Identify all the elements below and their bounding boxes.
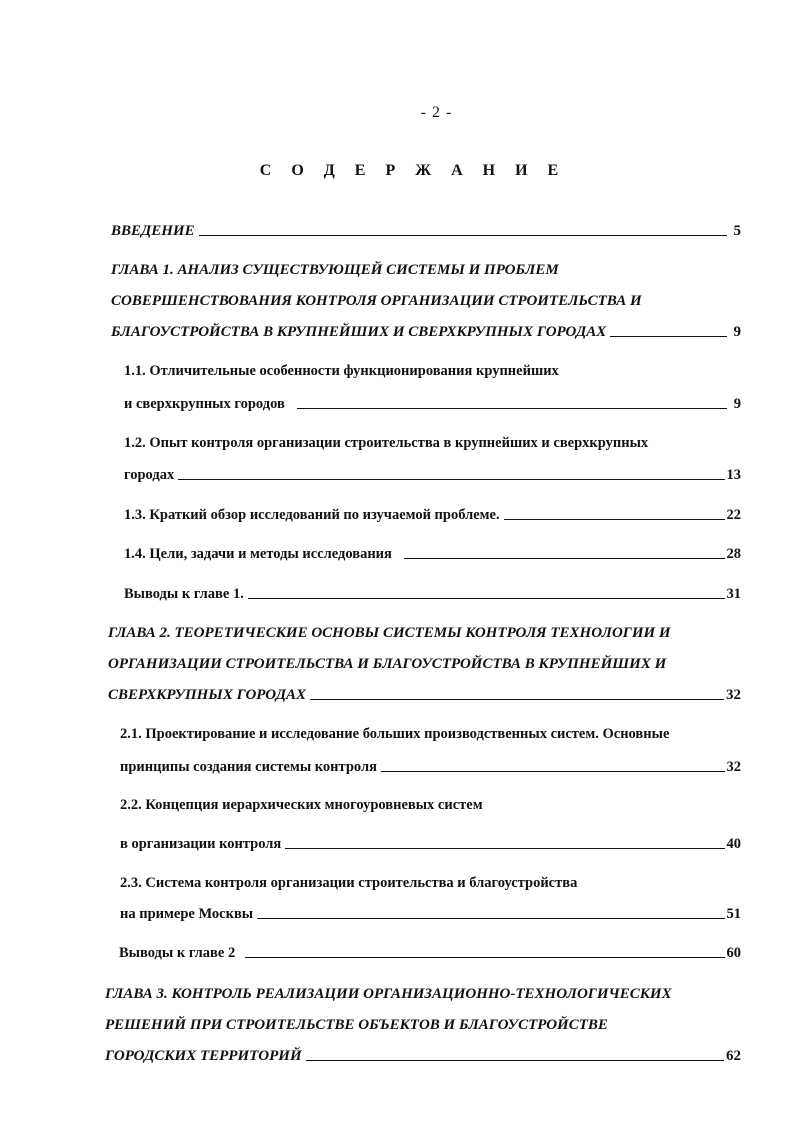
toc-page-number: 51	[726, 906, 741, 922]
toc-page-number: 32	[726, 759, 741, 775]
toc-entry-label: в организации контроля	[120, 836, 282, 852]
toc-entry-label: 2.3. Система контроля организации строительства и благоустройства	[120, 875, 578, 891]
dot-leader	[245, 957, 724, 958]
toc-chapter-2-line3[interactable]	[108, 684, 741, 704]
dot-leader	[310, 699, 724, 700]
toc-chapter-2-line1[interactable]	[108, 622, 741, 642]
toc-entry-label: ГЛАВА 1. АНАЛИЗ СУЩЕСТВУЮЩЕЙ СИСТЕМЫ И ПРОБЛЕМ	[111, 262, 559, 278]
toc-page-number: 28	[726, 546, 741, 562]
toc-section-1-2-line1[interactable]	[124, 432, 741, 452]
toc-section-2-1-line1[interactable]	[120, 723, 741, 743]
dot-leader	[199, 235, 727, 236]
toc-page-number: 9	[733, 324, 741, 340]
toc-entry-label: ГЛАВА 3. КОНТРОЛЬ РЕАЛИЗАЦИИ ОРГАНИЗАЦИОННО-ТЕХНОЛОГИЧЕСКИХ	[105, 986, 672, 1002]
toc-entry-label: городах	[124, 467, 175, 483]
toc-page-number: 62	[726, 1048, 741, 1064]
toc-chapter-2-line2[interactable]	[108, 653, 741, 673]
toc-section-1-2-line2[interactable]	[124, 464, 741, 484]
toc-entry-label: ОРГАНИЗАЦИИ СТРОИТЕЛЬСТВА И БЛАГОУСТРОЙСТВА В КРУПНЕЙШИХ И	[108, 656, 667, 672]
toc-entry-label: и сверхкрупных городов	[124, 396, 285, 412]
toc-entry-label: ГОРОДСКИХ ТЕРРИТОРИЙ	[105, 1048, 302, 1064]
dot-leader	[285, 848, 724, 849]
toc-entry-label: 1.2. Опыт контроля организации строительства в крупнейших и сверхкрупных	[124, 435, 649, 451]
toc-entry-label: ВВЕДЕНИЕ	[111, 223, 195, 239]
toc-entry-label: 2.2. Концепция иерархических многоуровневых систем	[120, 797, 483, 813]
dot-leader	[381, 771, 725, 772]
toc-entry-label: на примере Москвы	[120, 906, 254, 922]
toc-page-number: 60	[726, 945, 741, 961]
toc-entry-label: Выводы к главе 2	[119, 945, 236, 961]
toc-section-1-4[interactable]	[124, 543, 741, 563]
toc-entry-label: принципы создания системы контроля	[120, 759, 377, 775]
toc-page-number: 9	[733, 396, 741, 412]
dot-leader	[178, 479, 724, 480]
dot-leader	[248, 598, 725, 599]
toc-entry-label: БЛАГОУСТРОЙСТВА В КРУПНЕЙШИХ И СВЕРХКРУПНЫХ ГОРОДАХ	[111, 324, 607, 340]
toc-page-number: 32	[726, 687, 741, 703]
toc-chapter-3-line3[interactable]	[105, 1045, 741, 1065]
toc-section-1-1-line2[interactable]	[124, 393, 741, 413]
toc-entry-label: 1.3. Краткий обзор исследований по изучаемой проблеме.	[124, 507, 500, 523]
toc-entry-label: 2.1. Проектирование и исследование больших производственных систем. Основные	[120, 726, 670, 742]
toc-entry-label: СВЕРХКРУПНЫХ ГОРОДАХ	[108, 687, 306, 703]
toc-section-2-2-line2[interactable]	[120, 833, 741, 853]
toc-page-number: 5	[733, 223, 741, 239]
toc-conclusions-2[interactable]	[119, 942, 741, 962]
toc-chapter-1-line2[interactable]	[111, 290, 741, 310]
toc-section-2-2-line1[interactable]	[120, 794, 741, 814]
toc-page-number: 31	[726, 586, 741, 602]
toc-entry-intro[interactable]	[111, 220, 741, 240]
dot-leader	[297, 408, 727, 409]
toc-entry-label: РЕШЕНИЙ ПРИ СТРОИТЕЛЬСТВЕ ОБЪЕКТОВ И БЛАГОУСТРОЙСТВЕ	[105, 1017, 608, 1033]
dot-leader	[306, 1060, 724, 1061]
dot-leader	[610, 336, 727, 337]
toc-chapter-3-line2[interactable]	[105, 1014, 741, 1034]
toc-title: С О Д Е Р Ж А Н И Е	[259, 162, 567, 179]
toc-page-number: 13	[726, 467, 741, 483]
toc-entry-label: Выводы к главе 1.	[124, 586, 244, 602]
toc-section-2-3-line2[interactable]	[120, 903, 741, 923]
toc-entry-label: 1.1. Отличительные особенности функционирования крупнейших	[124, 363, 559, 379]
dot-leader	[504, 519, 725, 520]
toc-chapter-1-line1[interactable]	[111, 259, 741, 279]
toc-page-number: 22	[726, 507, 741, 523]
toc-chapter-1-line3[interactable]	[111, 321, 741, 341]
toc-entry-label: СОВЕРШЕНСТВОВАНИЯ КОНТРОЛЯ ОРГАНИЗАЦИИ СТРОИТЕЛЬСТВА И	[111, 293, 642, 309]
toc-conclusions-1[interactable]	[124, 583, 741, 603]
dot-leader	[404, 558, 725, 559]
toc-section-1-1-line1[interactable]	[124, 360, 741, 380]
toc-section-2-1-line2[interactable]	[120, 756, 741, 776]
toc-section-2-3-line1[interactable]	[120, 872, 741, 892]
toc-section-1-3[interactable]	[124, 504, 741, 524]
toc-page-number: 40	[726, 836, 741, 852]
page-number: - 2 -	[420, 104, 453, 121]
toc-entry-label: 1.4. Цели, задачи и методы исследования	[124, 546, 392, 562]
toc-chapter-3-line1[interactable]	[105, 983, 741, 1003]
toc-entry-label: ГЛАВА 2. ТЕОРЕТИЧЕСКИЕ ОСНОВЫ СИСТЕМЫ КОНТРОЛЯ ТЕХНОЛОГИИ И	[108, 625, 671, 641]
dot-leader	[257, 918, 724, 919]
